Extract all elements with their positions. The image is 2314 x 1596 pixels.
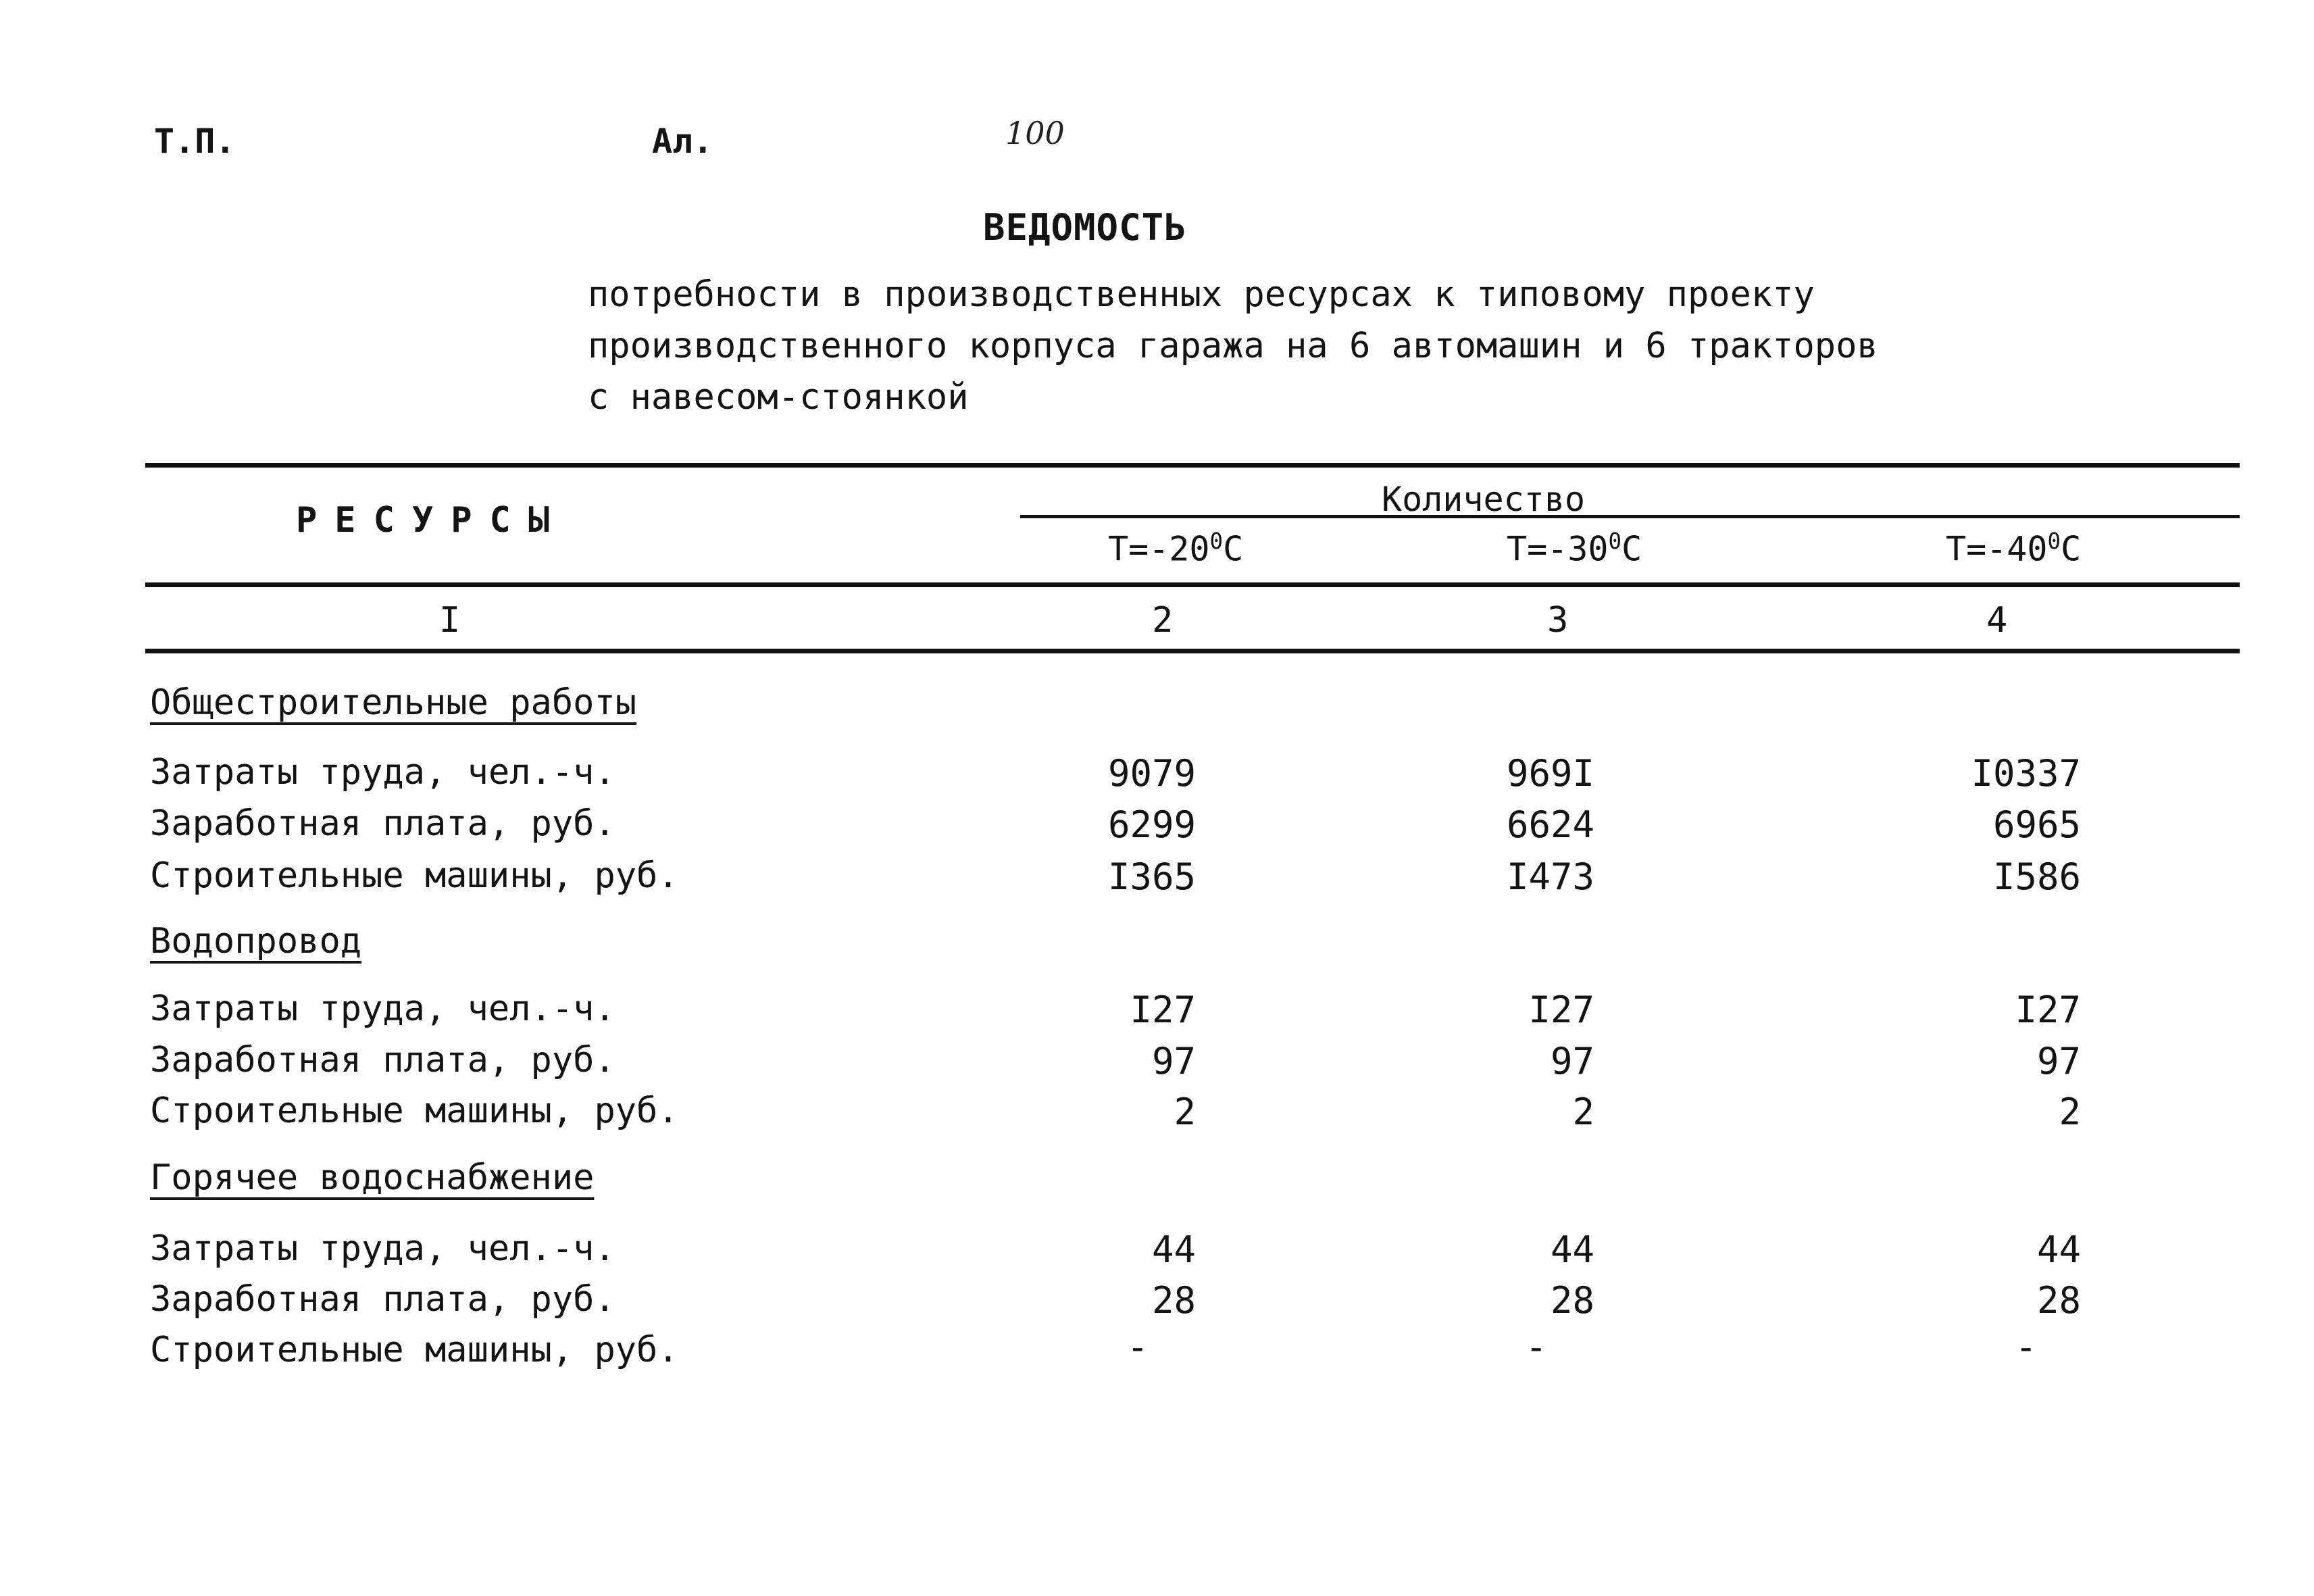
- table-cell: 6299: [1107, 803, 1196, 846]
- table-cell: 2: [1174, 1091, 1196, 1133]
- table-cell: -: [2015, 1326, 2037, 1368]
- table-cell: -: [1126, 1326, 1149, 1368]
- row-label: Строительные машины, руб.: [150, 1091, 679, 1131]
- table-cell: I473: [1506, 855, 1594, 898]
- row-label: Строительные машины, руб.: [150, 855, 679, 896]
- quantity-underline: [1020, 515, 2240, 518]
- table-cell: 6965: [1992, 803, 2081, 846]
- resources-header: РЕСУРСЫ: [296, 500, 568, 541]
- subtitle-line: с навесом-стоянкой: [588, 377, 969, 418]
- table-cell: 97: [1550, 1040, 1594, 1082]
- table-cell: -: [1525, 1326, 1547, 1368]
- temp-header-1: [1108, 528, 1243, 569]
- row-label: Затраты труда, чел.-ч.: [150, 989, 615, 1029]
- temp-unit: С: [1621, 529, 1642, 569]
- column-number-2: 2: [1152, 600, 1174, 641]
- table-cell: I0337: [1971, 752, 2081, 795]
- column-numbers-rule: [145, 649, 2240, 653]
- table-cell: 28: [1550, 1279, 1594, 1322]
- table-cell: I27: [2015, 989, 2081, 1031]
- temp-prefix: Т=-40: [1946, 529, 2048, 569]
- temp-prefix: Т=-30: [1507, 529, 1609, 569]
- subtitle-line: производственного корпуса гаража на 6 автомашин и 6 тракторов: [588, 326, 1878, 366]
- column-number-4: 4: [1986, 600, 2008, 641]
- table-cell: I365: [1107, 855, 1196, 898]
- table-cell: I27: [1528, 989, 1594, 1031]
- table-cell: 28: [1151, 1279, 1196, 1322]
- table-cell: 2: [1572, 1091, 1594, 1133]
- subtitle-line: потребности в производственных ресурсах к типовому проекту: [588, 274, 1815, 315]
- table-cell: 44: [1151, 1228, 1196, 1271]
- temp-degree: 0: [1209, 528, 1224, 554]
- row-label: Заработная плата, руб.: [150, 1279, 615, 1320]
- section-title: Общестроительные работы: [150, 682, 637, 723]
- project-code: Т.П.: [154, 122, 236, 161]
- table-cell: I27: [1130, 989, 1196, 1031]
- row-label: Затраты труда, чел.-ч.: [150, 752, 615, 793]
- temp-header-2: [1507, 528, 1642, 569]
- row-label: Затраты труда, чел.-ч.: [150, 1228, 615, 1269]
- row-label: Заработная плата, руб.: [150, 1040, 615, 1080]
- page-number: 100: [1005, 115, 1065, 151]
- table-cell: 44: [2036, 1228, 2081, 1271]
- temp-unit: С: [2061, 529, 2082, 569]
- section-title: Водопровод: [150, 921, 362, 962]
- table-top-rule: [145, 463, 2240, 468]
- column-number-3: 3: [1547, 600, 1569, 641]
- table-cell: I586: [1992, 855, 2081, 898]
- table-cell: 6624: [1506, 803, 1594, 846]
- temp-degree: 0: [2047, 528, 2061, 554]
- row-label: Заработная плата, руб.: [150, 803, 615, 844]
- table-cell: 9079: [1107, 752, 1196, 795]
- column-number-1: I: [439, 600, 461, 641]
- header-bottom-rule: [145, 582, 2240, 587]
- document-subtitle: [588, 269, 1878, 423]
- document-title: ВЕДОМОСТЬ: [983, 206, 1187, 249]
- table-cell: 97: [1151, 1040, 1196, 1082]
- album-label: Ал.: [652, 122, 713, 161]
- row-label: Строительные машины, руб.: [150, 1330, 679, 1370]
- section-title: Горячее водоснабжение: [150, 1157, 595, 1198]
- table-cell: 969I: [1506, 752, 1594, 795]
- table-cell: 44: [1550, 1228, 1594, 1271]
- table-cell: 2: [2059, 1091, 2081, 1133]
- temp-unit: С: [1223, 529, 1244, 569]
- quantity-header: Количество: [1382, 480, 1586, 519]
- temp-degree: 0: [1608, 528, 1622, 554]
- table-cell: 97: [2036, 1040, 2081, 1082]
- table-cell: 28: [2036, 1279, 2081, 1322]
- temp-prefix: Т=-20: [1108, 529, 1210, 569]
- temp-header-3: [1946, 528, 2081, 569]
